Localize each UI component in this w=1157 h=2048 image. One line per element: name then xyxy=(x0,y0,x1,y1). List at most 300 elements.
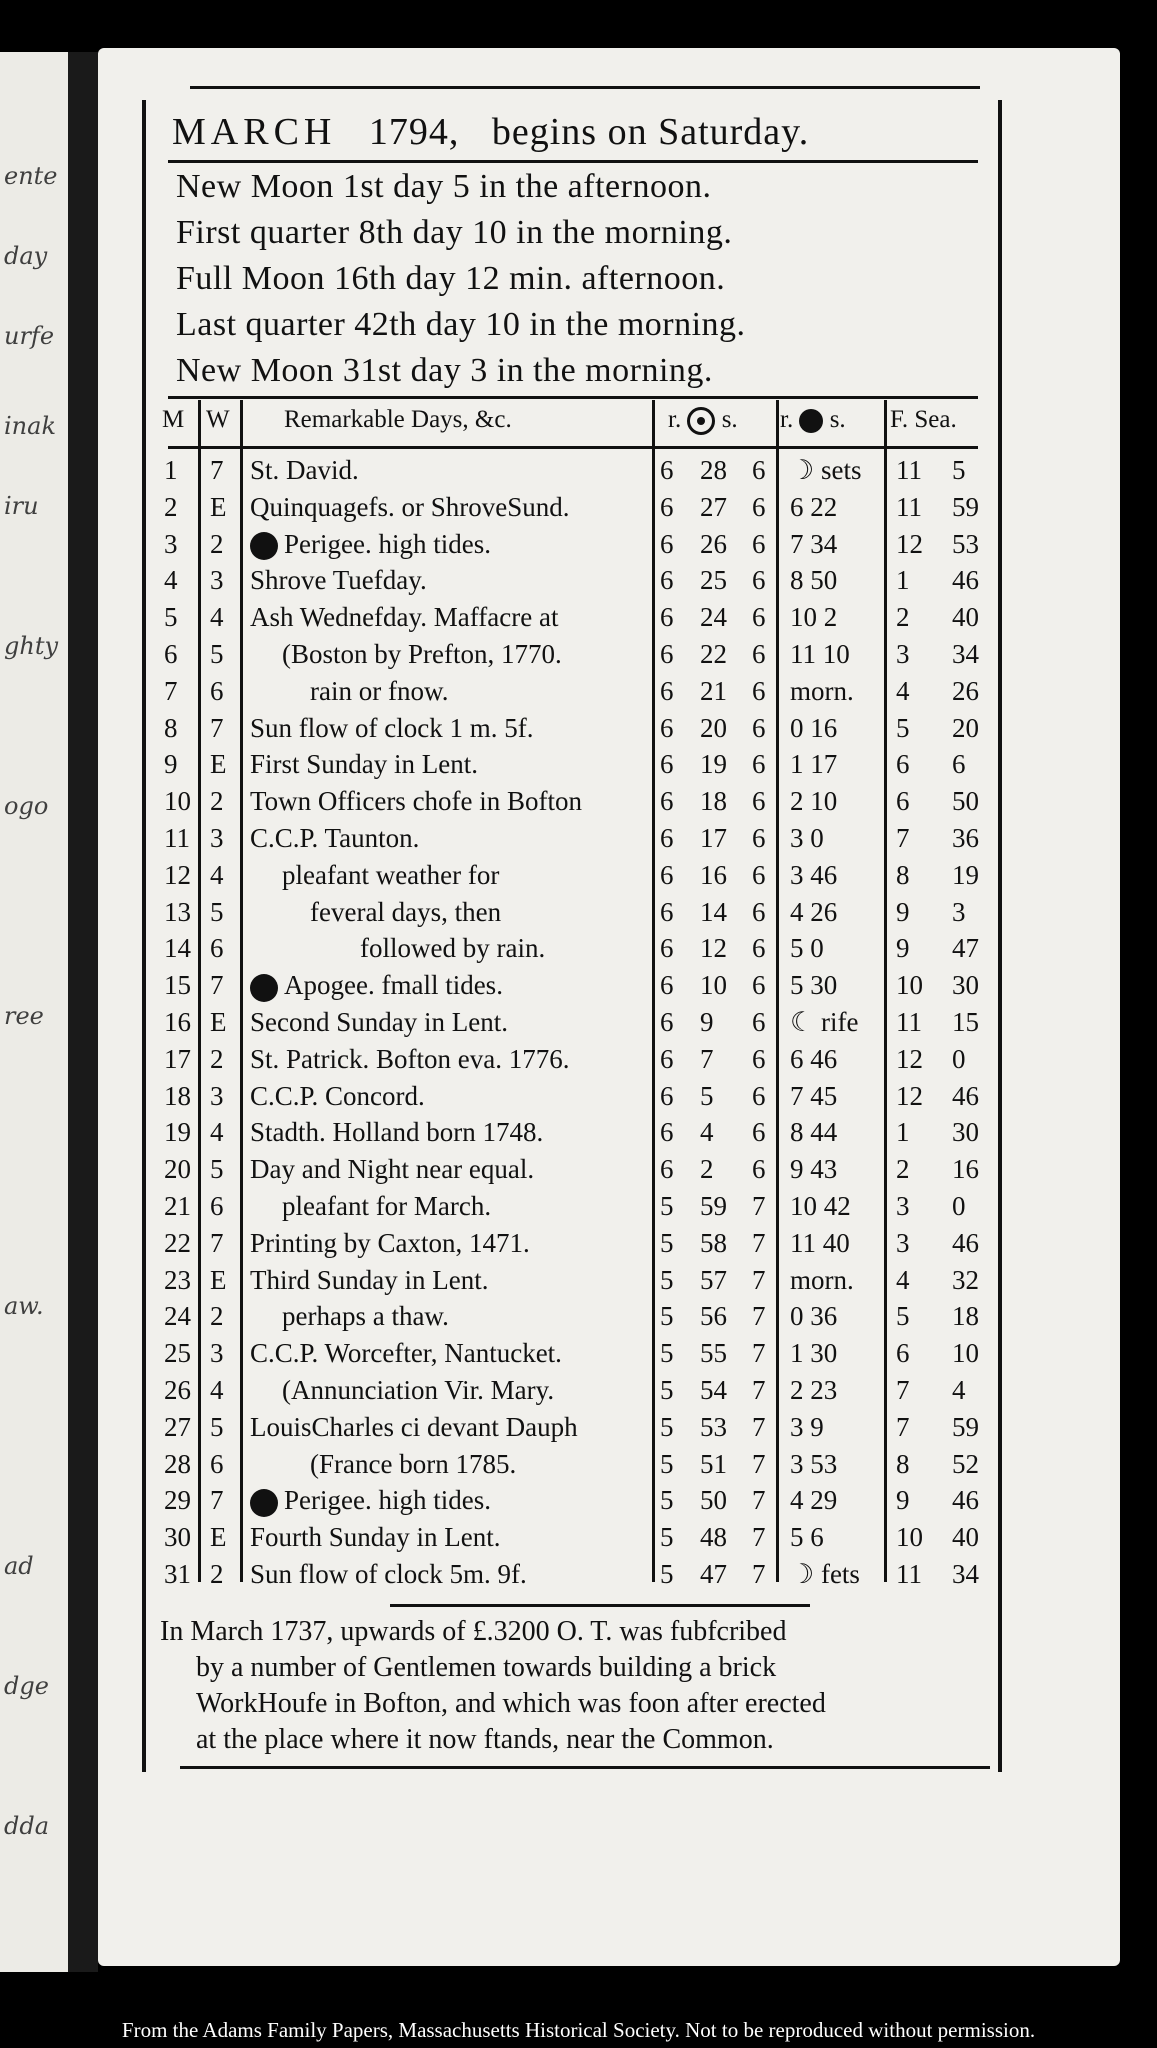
moon-rise-set: 4 29 xyxy=(790,1485,838,1516)
day-of-month: 21 xyxy=(164,1191,191,1221)
day-of-week: E xyxy=(210,1264,227,1295)
day-of-month: 2 xyxy=(164,491,178,522)
day-of-month: 18 xyxy=(164,1080,191,1111)
book-spine xyxy=(68,52,98,1972)
remarkable-day-text: followed by rain. xyxy=(360,933,546,964)
sun-rise-minute: 28 xyxy=(700,455,727,485)
day-of-week: 4 xyxy=(210,1117,224,1148)
day-of-week: 2 xyxy=(210,1301,224,1332)
full-sea-minute: 59 xyxy=(952,1411,979,1442)
top-rule xyxy=(190,86,980,89)
day-of-week: 5 xyxy=(210,1154,224,1185)
remarkable-day-text: St. Patrick. Bofton eva. 1776. xyxy=(250,1043,570,1074)
day-of-week: 6 xyxy=(210,933,224,964)
day-of-month: 11 xyxy=(164,823,190,853)
sun-rise-minute: 10 xyxy=(700,970,727,1001)
sun-set-hour: 6 xyxy=(752,970,766,1001)
sun-rise-minute: 17 xyxy=(700,823,727,853)
day-of-week: 7 xyxy=(210,1485,224,1516)
moon-rise-set: 7 34 xyxy=(790,528,838,559)
bottom-rule xyxy=(180,1766,990,1769)
sun-rise-hour: 5 xyxy=(660,1375,674,1405)
full-sea-minute: 53 xyxy=(952,528,979,559)
header-sun xyxy=(668,406,738,435)
sun-set-hour: 6 xyxy=(752,786,766,817)
sun-rise-hour: 5 xyxy=(660,1411,674,1442)
sun-set-hour: 6 xyxy=(752,712,766,743)
day-of-week: 3 xyxy=(210,1080,224,1111)
col-divider-moon xyxy=(884,400,887,1582)
sun-rise-minute: 21 xyxy=(700,675,727,706)
footnote-rule xyxy=(390,1604,810,1607)
full-sea-hour: 5 xyxy=(896,712,910,743)
full-sea-minute: 20 xyxy=(952,712,979,743)
sun-rise-minute: 59 xyxy=(700,1191,727,1221)
moon-rise-set: 0 36 xyxy=(790,1301,838,1332)
sun-set-hour: 6 xyxy=(752,749,766,780)
sun-rise-minute: 47 xyxy=(700,1559,727,1589)
full-sea-minute: 46 xyxy=(952,1080,979,1111)
day-of-week: 6 xyxy=(210,675,224,706)
remarkable-day-text: LouisCharles ci devant Dauph xyxy=(250,1411,578,1442)
remarkable-day-text: C.C.P. Taunton. xyxy=(250,823,420,853)
full-sea-hour: 7 xyxy=(896,823,910,853)
sun-rise-minute: 57 xyxy=(700,1264,727,1295)
day-of-month: 1 xyxy=(164,455,178,485)
sun-rise-minute: 58 xyxy=(700,1227,727,1258)
day-of-month: 30 xyxy=(164,1522,191,1553)
day-of-month: 8 xyxy=(164,712,178,743)
moon-rise-set: 1 30 xyxy=(790,1338,838,1369)
sun-set-hour: 6 xyxy=(752,1007,766,1037)
full-sea-hour: 4 xyxy=(896,675,910,706)
moon-phase-3: Full Moon 16th day 12 min. afternoon. xyxy=(176,260,726,297)
sun-rise-minute: 27 xyxy=(700,491,727,522)
full-sea-minute: 30 xyxy=(952,970,979,1001)
day-of-week: 5 xyxy=(210,896,224,927)
sun-set-hour: 7 xyxy=(752,1191,766,1221)
sun-rise-minute: 14 xyxy=(700,896,727,927)
moon-rise-set: 1 17 xyxy=(790,749,838,780)
full-sea-minute: 32 xyxy=(952,1264,979,1295)
sun-rise-minute: 26 xyxy=(700,528,727,559)
day-of-month: 10 xyxy=(164,786,191,817)
day-of-week: E xyxy=(210,1522,227,1553)
day-of-week: 7 xyxy=(210,1227,224,1258)
full-sea-minute: 26 xyxy=(952,675,979,706)
day-of-week: E xyxy=(210,491,227,522)
day-of-week: 7 xyxy=(210,712,224,743)
sun-set-hour: 7 xyxy=(752,1227,766,1258)
full-sea-hour: 6 xyxy=(896,749,910,780)
day-of-week: 3 xyxy=(210,1338,224,1369)
day-of-month: 26 xyxy=(164,1375,191,1405)
remarkable-day-text: rain or fnow. xyxy=(310,675,449,706)
full-sea-hour: 2 xyxy=(896,1154,910,1185)
day-of-week: 5 xyxy=(210,1411,224,1442)
moon-rise-set: 5 30 xyxy=(790,970,838,1001)
day-of-month: 23 xyxy=(164,1264,191,1295)
footnote-line-1: In March 1737, upwards of £.3200 O. T. was fubfcribed xyxy=(160,1616,787,1647)
remarkable-day-text: Sun flow of clock 1 m. 5f. xyxy=(250,712,534,743)
header-top-rule xyxy=(168,396,978,399)
sun-rise-minute: 4 xyxy=(700,1117,714,1148)
sun-rise-hour: 6 xyxy=(660,749,674,780)
day-of-week: 4 xyxy=(210,1375,224,1405)
day-of-month: 12 xyxy=(164,859,191,890)
full-sea-minute: 10 xyxy=(952,1338,979,1369)
moon-rise-set: 0 16 xyxy=(790,712,838,743)
full-sea-minute: 6 xyxy=(952,749,966,780)
moon-rise-set: 2 23 xyxy=(790,1375,838,1405)
full-sea-hour: 12 xyxy=(896,528,923,559)
sun-set-hour: 7 xyxy=(752,1264,766,1295)
day-of-week: 5 xyxy=(210,639,224,669)
moon-rise-set: 11 40 xyxy=(790,1227,850,1258)
full-sea-hour: 9 xyxy=(896,896,910,927)
remarkable-day-label: Perigee. high tides. xyxy=(284,528,491,559)
sun-rise-hour: 6 xyxy=(660,565,674,596)
moon-rise-set: 3 46 xyxy=(790,859,838,890)
sun-rise-minute: 48 xyxy=(700,1522,727,1553)
sun-set-hour: 6 xyxy=(752,933,766,964)
full-sea-minute: 34 xyxy=(952,1559,979,1589)
sun-rise-hour: 6 xyxy=(660,1154,674,1185)
sun-rise-hour: 6 xyxy=(660,896,674,927)
sun-set-hour: 6 xyxy=(752,823,766,853)
moon-dot-icon xyxy=(250,532,278,560)
sun-set-hour: 6 xyxy=(752,565,766,596)
sun-rise-hour: 6 xyxy=(660,859,674,890)
day-of-month: 19 xyxy=(164,1117,191,1148)
moon-rise-set: 11 10 xyxy=(790,639,850,669)
full-sea-hour: 5 xyxy=(896,1301,910,1332)
day-of-month: 13 xyxy=(164,896,191,927)
moon-rise-set: 9 43 xyxy=(790,1154,838,1185)
moon-rise-set: ☽ sets xyxy=(790,455,862,485)
header-moon-set: s. xyxy=(829,406,846,433)
full-sea-hour: 11 xyxy=(896,491,922,522)
sun-rise-hour: 5 xyxy=(660,1559,674,1589)
full-sea-minute: 16 xyxy=(952,1154,979,1185)
sun-rise-hour: 6 xyxy=(660,528,674,559)
full-sea-minute: 4 xyxy=(952,1375,966,1405)
full-sea-hour: 12 xyxy=(896,1043,923,1074)
facing-page: ente day urfe inak iru ghty ogo ree aw. ad dge dda xyxy=(0,52,72,1972)
remarkable-day-text: pleafant weather for xyxy=(282,859,500,890)
sun-rise-hour: 5 xyxy=(660,1301,674,1332)
remarkable-day-text: perhaps a thaw. xyxy=(282,1301,449,1332)
moon-rise-set: 2 10 xyxy=(790,786,838,817)
sun-rise-minute: 24 xyxy=(700,602,727,633)
full-sea-hour: 3 xyxy=(896,1227,910,1258)
moon-rise-set: 3 9 xyxy=(790,1411,824,1442)
remarkable-day-text: Stadth. Holland born 1748. xyxy=(250,1117,544,1148)
header-full-sea: F. Sea. xyxy=(890,406,957,433)
day-of-month: 17 xyxy=(164,1043,191,1074)
copyright-caption: From the Adams Family Papers, Massachusetts Historical Society. Not to be reproduced without permission. xyxy=(121,2018,1036,2042)
moon-rise-set: 3 53 xyxy=(790,1448,838,1479)
sun-rise-minute: 20 xyxy=(700,712,727,743)
remarkable-day-text: (Boston by Prefton, 1770. xyxy=(282,639,562,669)
remarkable-day-text xyxy=(250,526,491,562)
full-sea-hour: 2 xyxy=(896,602,910,633)
sun-rise-hour: 6 xyxy=(660,1117,674,1148)
header-moon xyxy=(780,406,846,434)
remarkable-day-text: Quinquagefs. or ShroveSund. xyxy=(250,491,570,522)
sun-rise-hour: 5 xyxy=(660,1448,674,1479)
day-of-month: 14 xyxy=(164,933,191,964)
day-of-week: 4 xyxy=(210,859,224,890)
full-sea-minute: 46 xyxy=(952,565,979,596)
remarkable-day-text: Second Sunday in Lent. xyxy=(250,1007,508,1037)
sun-rise-hour: 5 xyxy=(660,1485,674,1516)
moon-icon xyxy=(799,409,823,433)
sun-rise-minute: 12 xyxy=(700,933,727,964)
remarkable-day-text: (France born 1785. xyxy=(310,1448,517,1479)
sun-set-hour: 7 xyxy=(752,1448,766,1479)
remarkable-day-text: Shrove Tuefday. xyxy=(250,565,427,596)
sun-set-hour: 7 xyxy=(752,1301,766,1332)
moon-rise-set: 3 0 xyxy=(790,823,824,853)
full-sea-minute: 0 xyxy=(952,1043,966,1074)
sun-set-hour: 6 xyxy=(752,1154,766,1185)
moon-dot-icon xyxy=(250,974,278,1002)
moon-phase-5: New Moon 31st day 3 in the morning. xyxy=(176,352,713,389)
full-sea-hour: 3 xyxy=(896,639,910,669)
sun-rise-hour: 5 xyxy=(660,1338,674,1369)
full-sea-minute: 59 xyxy=(952,491,979,522)
day-of-week: 6 xyxy=(210,1191,224,1221)
sun-rise-hour: 5 xyxy=(660,1264,674,1295)
full-sea-hour: 12 xyxy=(896,1080,923,1111)
day-of-month: 22 xyxy=(164,1227,191,1258)
day-of-week: 2 xyxy=(210,1559,224,1589)
sun-rise-hour: 6 xyxy=(660,786,674,817)
sun-set-hour: 6 xyxy=(752,1117,766,1148)
full-sea-minute: 3 xyxy=(952,896,966,927)
sun-rise-minute: 56 xyxy=(700,1301,727,1332)
col-divider-sun xyxy=(776,400,779,1582)
moon-rise-set: 4 26 xyxy=(790,896,838,927)
day-of-week: 2 xyxy=(210,1043,224,1074)
col-divider-w xyxy=(240,400,243,1582)
sun-rise-hour: 6 xyxy=(660,639,674,669)
moon-rise-set: 8 44 xyxy=(790,1117,838,1148)
month-name: MARCH xyxy=(172,111,337,153)
remarkable-day-text: (Annunciation Vir. Mary. xyxy=(282,1375,555,1405)
full-sea-minute: 30 xyxy=(952,1117,979,1148)
full-sea-minute: 52 xyxy=(952,1448,979,1479)
full-sea-minute: 46 xyxy=(952,1485,979,1516)
moon-phase-2: First quarter 8th day 10 in the morning. xyxy=(176,214,733,251)
moon-phase-1: New Moon 1st day 5 in the afternoon. xyxy=(176,168,712,205)
day-of-month: 20 xyxy=(164,1154,191,1185)
day-of-month: 28 xyxy=(164,1448,191,1479)
sun-rise-minute: 9 xyxy=(700,1007,714,1037)
month-title xyxy=(172,110,972,162)
sun-set-hour: 6 xyxy=(752,455,766,485)
sun-icon xyxy=(687,407,715,435)
year: 1794, xyxy=(368,111,460,153)
footnote-line-2: by a number of Gentlemen towards building a brick xyxy=(196,1652,777,1683)
sun-set-hour: 7 xyxy=(752,1411,766,1442)
header-remarkable-days: Remarkable Days, &c. xyxy=(284,406,512,433)
remarkable-day-text: Third Sunday in Lent. xyxy=(250,1264,489,1295)
sun-rise-hour: 5 xyxy=(660,1522,674,1553)
moon-rise-set: 6 22 xyxy=(790,491,838,522)
sun-rise-minute: 7 xyxy=(700,1043,714,1074)
header-moon-rise: r. xyxy=(780,406,794,433)
moon-rise-set: 10 2 xyxy=(790,602,838,633)
full-sea-hour: 7 xyxy=(896,1375,910,1405)
remarkable-day-text: St. David. xyxy=(250,455,359,485)
remarkable-day-text xyxy=(250,1482,491,1518)
sun-rise-minute: 19 xyxy=(700,749,727,780)
moon-rise-set: morn. xyxy=(790,1264,854,1295)
full-sea-hour: 6 xyxy=(896,1338,910,1369)
day-of-week: 2 xyxy=(210,528,224,559)
col-divider-days xyxy=(652,400,655,1582)
sun-rise-minute: 50 xyxy=(700,1485,727,1516)
remarkable-day-text: feveral days, then xyxy=(310,896,502,927)
col-divider-m xyxy=(198,400,201,1582)
full-sea-hour: 3 xyxy=(896,1191,910,1221)
sun-set-hour: 6 xyxy=(752,528,766,559)
remarkable-day-text xyxy=(250,967,503,1003)
sun-rise-minute: 51 xyxy=(700,1448,727,1479)
day-of-month: 29 xyxy=(164,1485,191,1516)
remarkable-day-text: Day and Night near equal. xyxy=(250,1154,535,1185)
moon-rise-set: morn. xyxy=(790,675,854,706)
sun-rise-hour: 6 xyxy=(660,675,674,706)
day-of-week: 4 xyxy=(210,602,224,633)
sun-rise-minute: 25 xyxy=(700,565,727,596)
remarkable-day-text: C.C.P. Concord. xyxy=(250,1080,425,1111)
remarkable-day-text: Ash Wednefday. Maffacre at xyxy=(250,602,559,633)
begins-text: begins on Saturday. xyxy=(491,111,810,153)
sun-set-hour: 6 xyxy=(752,639,766,669)
sun-rise-minute: 2 xyxy=(700,1154,714,1185)
moon-rise-set: ☾ rife xyxy=(790,1007,859,1037)
sun-rise-hour: 6 xyxy=(660,823,674,853)
sun-set-hour: 6 xyxy=(752,675,766,706)
full-sea-hour: 11 xyxy=(896,455,922,485)
full-sea-hour: 10 xyxy=(896,1522,923,1553)
sun-rise-minute: 54 xyxy=(700,1375,727,1405)
sun-rise-hour: 6 xyxy=(660,602,674,633)
header-sun-rise: r. xyxy=(668,406,682,433)
full-sea-minute: 34 xyxy=(952,639,979,669)
moon-rise-set: 5 6 xyxy=(790,1522,824,1553)
day-of-week: E xyxy=(210,749,227,780)
moon-rise-set: 5 0 xyxy=(790,933,824,964)
sun-set-hour: 6 xyxy=(752,491,766,522)
full-sea-hour: 8 xyxy=(896,1448,910,1479)
day-of-month: 25 xyxy=(164,1338,191,1369)
sun-rise-hour: 6 xyxy=(660,455,674,485)
day-of-month: 27 xyxy=(164,1411,191,1442)
full-sea-hour: 4 xyxy=(896,1264,910,1295)
full-sea-hour: 9 xyxy=(896,1485,910,1516)
remarkable-day-text: First Sunday in Lent. xyxy=(250,749,478,780)
sun-rise-minute: 16 xyxy=(700,859,727,890)
sun-set-hour: 7 xyxy=(752,1375,766,1405)
sun-rise-hour: 6 xyxy=(660,1080,674,1111)
full-sea-hour: 1 xyxy=(896,1117,910,1148)
remarkable-day-label: Perigee. high tides. xyxy=(284,1485,491,1516)
remarkable-day-text: Printing by Caxton, 1471. xyxy=(250,1227,530,1258)
sun-rise-hour: 6 xyxy=(660,1043,674,1074)
day-of-month: 5 xyxy=(164,602,178,633)
full-sea-minute: 47 xyxy=(952,933,979,964)
remarkable-day-text: Sun flow of clock 5m. 9f. xyxy=(250,1559,527,1589)
day-of-month: 3 xyxy=(164,528,178,559)
day-of-month: 15 xyxy=(164,970,191,1001)
full-sea-minute: 19 xyxy=(952,859,979,890)
full-sea-hour: 10 xyxy=(896,970,923,1001)
full-sea-minute: 50 xyxy=(952,786,979,817)
moon-rise-set: 7 45 xyxy=(790,1080,838,1111)
moon-rise-set: ☽ fets xyxy=(790,1559,860,1589)
sun-rise-minute: 18 xyxy=(700,786,727,817)
sun-set-hour: 7 xyxy=(752,1338,766,1369)
full-sea-minute: 5 xyxy=(952,455,966,485)
sun-set-hour: 7 xyxy=(752,1522,766,1553)
sun-rise-hour: 6 xyxy=(660,712,674,743)
full-sea-minute: 40 xyxy=(952,1522,979,1553)
header-m: M xyxy=(162,406,185,433)
moon-rise-set: 8 50 xyxy=(790,565,838,596)
sun-set-hour: 6 xyxy=(752,859,766,890)
moon-phase-4: Last quarter 42th day 10 in the morning. xyxy=(176,306,746,343)
remarkable-day-text: Town Officers chofe in Bofton xyxy=(250,786,583,817)
day-of-month: 6 xyxy=(164,639,178,669)
footnote-line-3: WorkHoufe in Bofton, and which was foon after erected xyxy=(196,1688,826,1719)
full-sea-minute: 46 xyxy=(952,1227,979,1258)
remarkable-day-text: Fourth Sunday in Lent. xyxy=(250,1522,501,1553)
day-of-month: 24 xyxy=(164,1301,191,1332)
remarkable-day-text: pleafant for March. xyxy=(282,1191,492,1221)
header-sun-set: s. xyxy=(721,406,738,433)
sun-set-hour: 7 xyxy=(752,1559,766,1589)
sun-rise-hour: 6 xyxy=(660,1007,674,1037)
sun-rise-minute: 22 xyxy=(700,639,727,669)
sun-rise-hour: 6 xyxy=(660,491,674,522)
day-of-week: 6 xyxy=(210,1448,224,1479)
day-of-month: 31 xyxy=(164,1559,191,1589)
sun-set-hour: 6 xyxy=(752,602,766,633)
day-of-week: 2 xyxy=(210,786,224,817)
sun-set-hour: 7 xyxy=(752,1485,766,1516)
full-sea-hour: 11 xyxy=(896,1007,922,1037)
full-sea-minute: 40 xyxy=(952,602,979,633)
header-w: W xyxy=(206,406,230,433)
moon-rise-set: 6 46 xyxy=(790,1043,838,1074)
day-of-month: 4 xyxy=(164,565,178,596)
sun-set-hour: 6 xyxy=(752,1080,766,1111)
full-sea-hour: 8 xyxy=(896,859,910,890)
header-bottom-rule xyxy=(168,446,978,449)
sun-rise-minute: 55 xyxy=(700,1338,727,1369)
day-of-month: 16 xyxy=(164,1007,191,1037)
sun-set-hour: 6 xyxy=(752,1043,766,1074)
day-of-week: 7 xyxy=(210,970,224,1001)
full-sea-minute: 15 xyxy=(952,1007,979,1037)
day-of-month: 9 xyxy=(164,749,178,780)
sun-rise-minute: 53 xyxy=(700,1411,727,1442)
remarkable-day-text: C.C.P. Worcefter, Nantucket. xyxy=(250,1338,562,1369)
